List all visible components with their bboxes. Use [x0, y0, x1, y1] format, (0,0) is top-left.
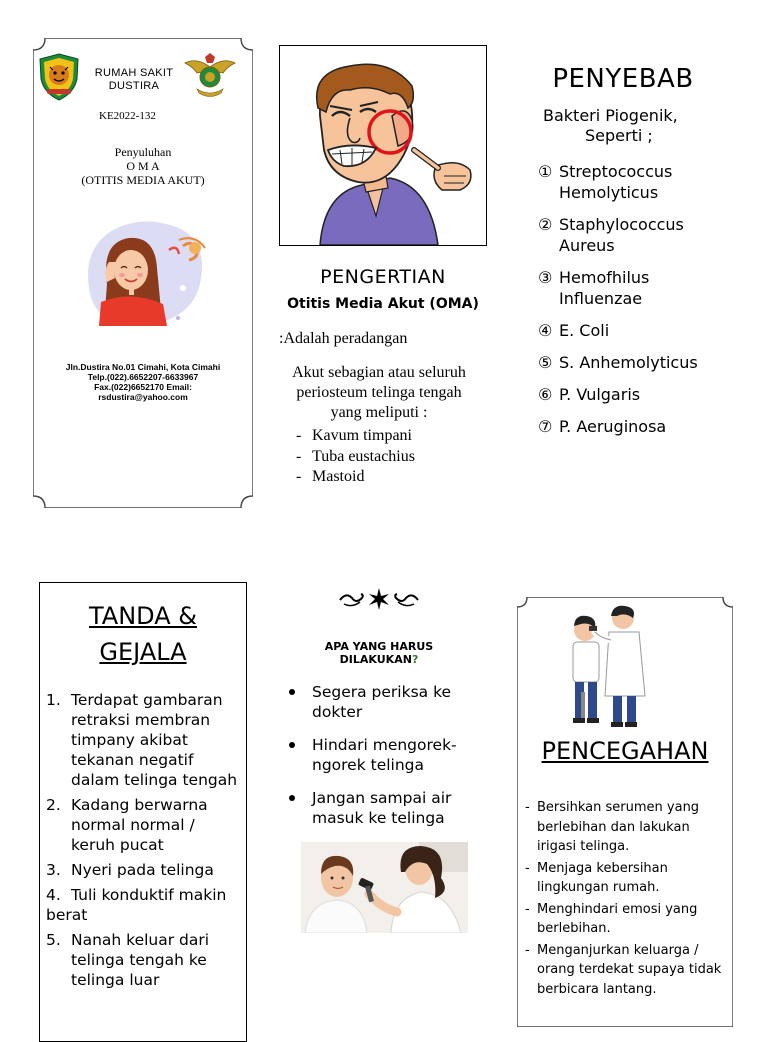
list-text: Nyeri pada telinga [71, 861, 214, 879]
list-item: - Mastoid [296, 467, 415, 488]
earache-woman-illustration [83, 218, 208, 330]
list-number: ④ [538, 321, 553, 340]
list-text: Tuli konduktif makin berat [46, 886, 227, 924]
penyebab-subheading [543, 106, 678, 146]
list-text: P. Vulgaris [559, 385, 641, 404]
list-text: Streptococcus Hemolyticus [559, 162, 673, 202]
list-item [46, 860, 242, 880]
ornament-divider-icon [336, 586, 422, 612]
list-item: - Kavum timpani [296, 426, 415, 447]
pengertian-heading: PENGERTIAN [320, 266, 446, 288]
list-item [538, 352, 729, 373]
list-item: - Menghindari emosi yang berlebihan. [525, 900, 725, 939]
definition-list [296, 426, 415, 488]
subheading-line: Seperti ; [585, 126, 653, 145]
list-number: 5. [46, 931, 61, 949]
cover-title-line: Penyuluhan [114, 145, 172, 159]
subheading-line: Bakteri Piogenik, [543, 106, 678, 125]
military-emblem-icon [183, 53, 237, 99]
question-mark: ? [411, 653, 419, 666]
list-item [46, 885, 242, 925]
list-item [538, 416, 729, 437]
heading-line: TANDA & [89, 602, 197, 630]
heading-line: GEJALA [99, 638, 187, 666]
list-text: Nanah keluar dari telinga tengah ke telinga luar [71, 931, 210, 989]
heading-line [305, 653, 453, 666]
pencegahan-list [525, 798, 725, 1001]
tanda-gejala-heading [39, 598, 247, 670]
list-text: Hemofhilus Influenzae [559, 268, 650, 308]
list-item [538, 267, 729, 309]
address-line: Fax.(022)6652170 Email: [94, 382, 192, 392]
list-number: ⑦ [538, 417, 553, 436]
hospital-address [33, 362, 253, 402]
list-item: - Bersihkan serumen yang berlebihan dan lakukan irigasi telinga. [525, 798, 725, 857]
list-text: S. Anhemolyticus [559, 353, 698, 372]
list-number: 4. [46, 886, 61, 904]
heading-text: DILAKUKAN [339, 653, 412, 666]
list-item: Segera periksa ke dokter [288, 682, 478, 722]
doctor-patient-illustration [565, 604, 657, 732]
list-text: Terdapat gambaran retraksi membran timpany akibat tekanan negatif dalam telinga tengah [71, 691, 238, 789]
cover-title-line: O M A [126, 159, 160, 173]
penyebab-list [538, 161, 729, 448]
tanda-gejala-list [46, 690, 242, 995]
pencegahan-heading: PENCEGAHAN [541, 737, 709, 765]
penyebab-heading: PENYEBAB [552, 64, 694, 94]
apa-list [288, 682, 478, 841]
list-item [46, 930, 242, 990]
list-item: Jangan sampai air masuk ke telinga [288, 788, 478, 828]
doctor-examining-ear-illustration [301, 842, 468, 933]
list-text: E. Coli [559, 321, 610, 340]
list-item [538, 214, 729, 256]
list-item [46, 690, 242, 790]
list-item [538, 161, 729, 203]
list-number: 3. [46, 861, 61, 879]
list-number: ③ [538, 268, 553, 287]
earache-man-illustration [280, 46, 486, 245]
list-text: Kadang berwarna normal normal / keruh pucat [71, 796, 208, 854]
list-item: - Tuba eustachius [296, 447, 415, 468]
cover-title [33, 145, 253, 187]
address-line: Telp.(022).6652207-6633967 [87, 372, 199, 382]
hospital-name: RUMAH SAKIT DUSTIRA [94, 67, 174, 92]
apa-heading [305, 640, 453, 666]
definition-body: Akut sebagian atau seluruh periosteum telinga tengah yang meliputi : [292, 364, 466, 421]
earache-man-cartoon [279, 45, 487, 246]
cover-title-line: (OTITIS MEDIA AKUT) [81, 173, 205, 187]
hospital-logo-icon [38, 53, 80, 101]
list-item [46, 795, 242, 855]
list-number: 2. [46, 796, 61, 814]
list-number: 1. [46, 691, 61, 709]
heading-line: APA YANG HARUS [324, 640, 434, 653]
list-number: ② [538, 215, 553, 234]
address-line: Jln.Dustira No.01 Cimahi, Kota Cimahi [65, 362, 221, 372]
list-item: - Menjaga kebersihan lingkungan rumah. [525, 859, 725, 898]
list-number: ⑤ [538, 353, 553, 372]
definition-lead: :Adalah peradangan [279, 330, 408, 347]
list-number: ⑥ [538, 385, 553, 404]
list-item: Hindari mengorek-ngorek telinga [288, 735, 478, 775]
cover-panel [33, 38, 253, 508]
list-number: ① [538, 162, 553, 181]
list-item [538, 384, 729, 405]
list-item: - Menganjurkan keluarga / orang terdekat supaya tidak berbicara lantang. [525, 941, 725, 1000]
list-item [538, 320, 729, 341]
pengertian-subheading: Otitis Media Akut (OMA) [287, 296, 479, 312]
list-text: Staphylococcus Aureus [559, 215, 684, 255]
doctor-examining-ear-photo [301, 842, 468, 933]
address-line: rsdustira@yahoo.com [98, 392, 188, 402]
document-code: KE2022-132 [99, 110, 156, 122]
list-text: P. Aeruginosa [559, 417, 667, 436]
